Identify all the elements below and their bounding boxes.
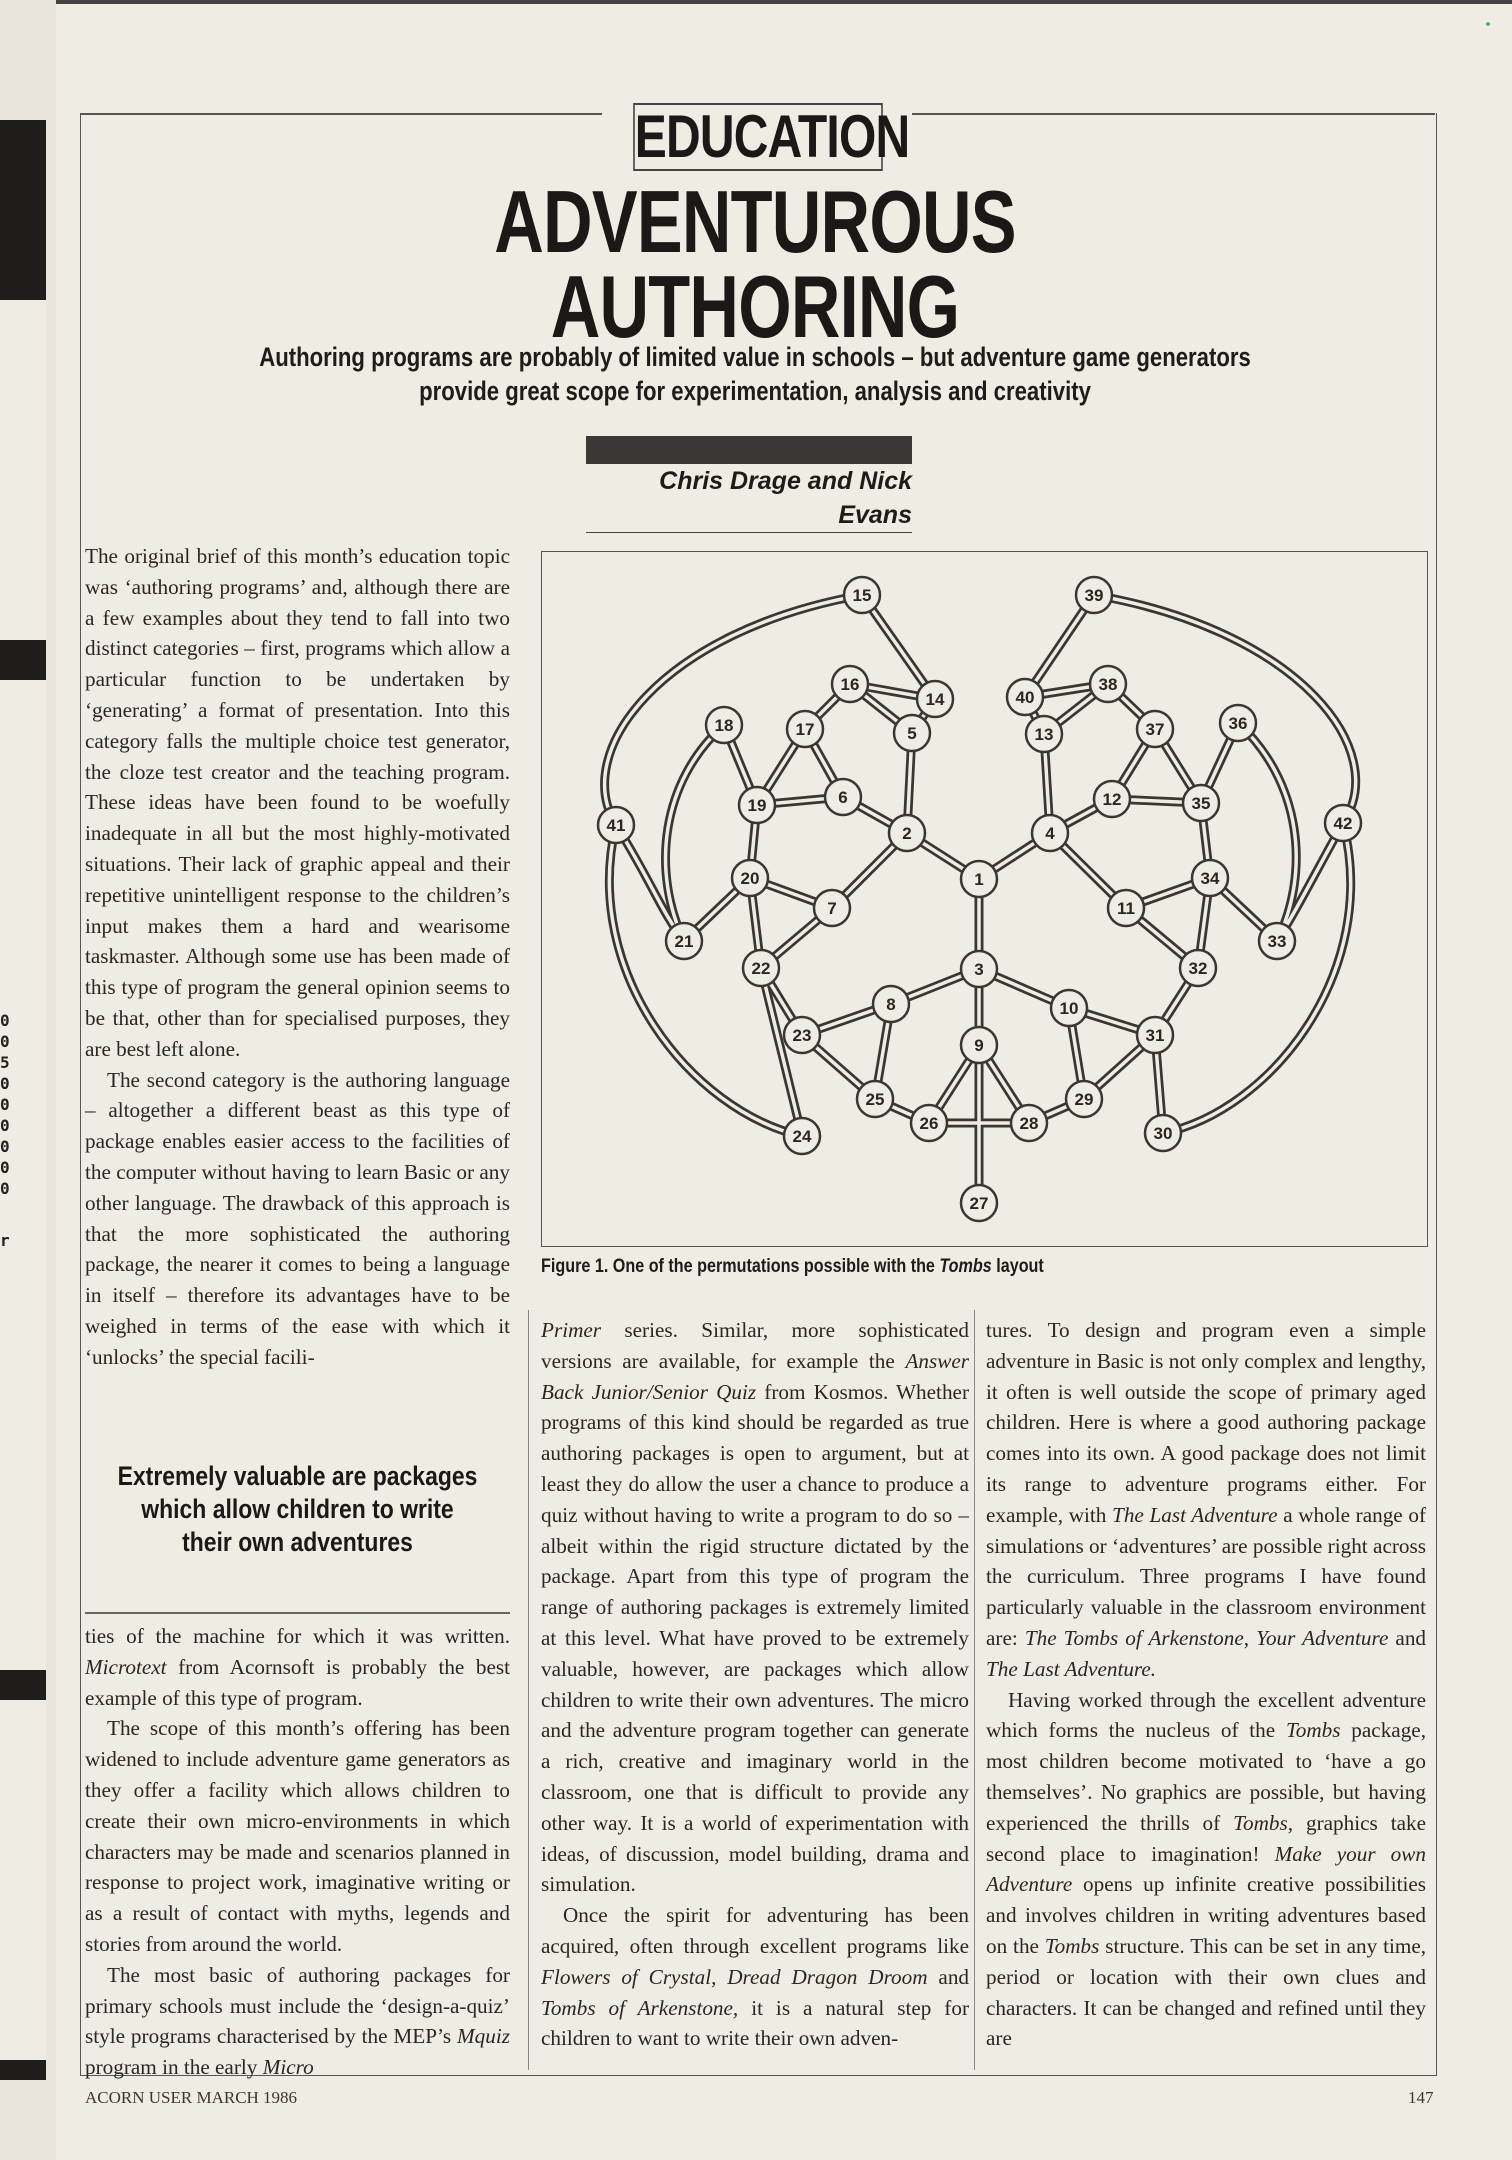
diagram-node-label: 37 <box>1145 720 1165 739</box>
diagram-node-3 <box>961 951 997 987</box>
column-1-upper <box>85 541 510 1373</box>
diagram-node-22 <box>743 950 779 986</box>
diagram-node-8 <box>873 986 909 1022</box>
diagram-node-37 <box>1137 711 1173 747</box>
diagram-node-20 <box>732 860 768 896</box>
diagram-node-39 <box>1076 577 1112 613</box>
column-1-lower <box>85 1621 510 2083</box>
diagram-node-29 <box>1066 1081 1102 1117</box>
diagram-node-5 <box>894 715 930 751</box>
headline-line-2: AUTHORING <box>550 257 960 356</box>
pull-quote: Extremely valuable are packages which allow children to write their own adventures <box>117 1461 478 1557</box>
byline-bar <box>586 436 912 464</box>
diagram-node-label: 25 <box>865 1090 885 1109</box>
column-3 <box>986 1315 1426 2054</box>
diagram-node-1 <box>961 861 997 897</box>
diagram-node-label: 4 <box>1045 824 1055 843</box>
diagram-node-33 <box>1259 923 1295 959</box>
paragraph-6: Once the spirit for adventuring has been acquired, often through excellent programs like Flowers of Crystal, Dread Dragon Droom and Tombs of Arkenstone, it is a natural step for children to want to write their own adven- <box>541 1903 970 2051</box>
section-kicker: EDUCATION <box>634 103 910 170</box>
diagram-node-label: 39 <box>1084 586 1104 605</box>
diagram-node-40 <box>1007 679 1043 715</box>
diagram-node-label: 42 <box>1333 814 1353 833</box>
diagram-node-label: 21 <box>674 932 694 951</box>
paragraph-2: The second category is the authoring language – altogether a different beast as this type of package enables easier access to the facilities of the computer without having to learn Basic or any other language. The drawback of this approach is that the more sophisticated the authoring package, the nearer it comes to being a language in itself – therefore its advantages have to be weighed in terms of the ease with which it ‘unlocks’ the special facili- <box>85 1067 510 1369</box>
frame-top-right <box>912 113 1435 115</box>
column-rule-2 <box>974 1310 975 2070</box>
column-rule-1 <box>528 1310 529 2070</box>
diagram-node-label: 35 <box>1191 794 1211 813</box>
diagram-node-label: 16 <box>840 675 860 694</box>
page-speck <box>1486 22 1490 26</box>
diagram-node-label: 5 <box>907 724 917 743</box>
diagram-node-label: 6 <box>838 788 848 807</box>
diagram-node-23 <box>784 1017 820 1053</box>
diagram-node-34 <box>1192 860 1228 896</box>
diagram-node-10 <box>1051 990 1087 1026</box>
diagram-node-label: 28 <box>1019 1114 1039 1133</box>
pull-quote-rule <box>85 1612 510 1614</box>
diagram-node-label: 18 <box>714 716 734 735</box>
footer-page-number: 147 <box>1408 2088 1434 2107</box>
standfirst-line-1: Authoring programs are probably of limited value in schools – but adventure game generators <box>259 342 1251 372</box>
diagram-node-label: 22 <box>751 959 771 978</box>
diagram-node-11 <box>1108 890 1144 926</box>
diagram-node-label: 33 <box>1267 932 1287 951</box>
diagram-node-label: 10 <box>1059 999 1079 1018</box>
figure-caption: Figure 1. One of the permutations possible with the Tombs layout <box>541 1256 1044 1277</box>
diagram-node-12 <box>1094 781 1130 817</box>
paragraph-1: The original brief of this month’s education topic was ‘authoring programs’ and, although there are a few examples about they tend to fall into two distinct categories – first, programs which allow a particular function to be undertaken by ‘generating’ a format of presentation. Into this category falls the multiple choice test generator, the cloze test creator and the teaching program. These ideas have been found to be woefully inadequate in all but the most highly-motivated situations. Their lack of graphic appeal and their repetitive unintelligent response to the children’s input makes them a hard and wearisome taskmaster. Although some use has been made of this type of program the general opinion seems to be that, other than for specialised purposes, they are best left alone. <box>85 544 510 1061</box>
diagram-node-21 <box>666 923 702 959</box>
diagram-node-13 <box>1026 716 1062 752</box>
diagram-node-label: 14 <box>925 690 945 709</box>
diagram-node-16 <box>832 666 868 702</box>
diagram-node-label: 34 <box>1200 869 1220 888</box>
top-edge <box>0 0 1512 4</box>
diagram-node-6 <box>825 779 861 815</box>
diagram-node-label: 3 <box>974 960 984 979</box>
diagram-node-label: 13 <box>1034 725 1054 744</box>
diagram-node-25 <box>857 1081 893 1117</box>
diagram-node-38 <box>1090 666 1126 702</box>
diagram-node-label: 26 <box>919 1114 939 1133</box>
adjacent-page-box-1 <box>0 300 46 640</box>
diagram-curve <box>1277 823 1343 941</box>
diagram-node-27 <box>961 1185 997 1221</box>
diagram-node-label: 41 <box>606 816 626 835</box>
diagram-node-label: 8 <box>886 995 896 1014</box>
paragraph-3: The scope of this month’s offering has been widened to include adventure game generators as they offer a facility which allows children to create their own micro-environments in which characters may be made and scenarios planned in response to project work, imaginative writing or as a result of contact with myths, legends and stories from around the world. <box>85 1716 510 1956</box>
diagram-node-label: 27 <box>969 1194 989 1213</box>
paragraph-7: tures. To design and program even a simple adventure in Basic is not only complex and lengthy, it often is well outside the scope of primary aged children. Here is where a good authoring package comes into its own. A good package does not limit its range to adventure programs either. For example, with The Last Adventure a whole range of simulations or ‘adventures’ are possible right across the curriculum. Three programs I have found particularly valuable in the classroom environment are: The Tombs of Arkenstone, Your Adventure and The Last Adventure. <box>986 1318 1427 1681</box>
diagram-node-label: 32 <box>1188 959 1208 978</box>
margin-letter: r <box>0 1231 10 1250</box>
diagram-node-32 <box>1180 950 1216 986</box>
diagram-node-label: 24 <box>792 1127 812 1146</box>
diagram-curve <box>616 825 684 941</box>
diagram-node-label: 11 <box>1117 899 1135 918</box>
diagram-node-24 <box>784 1118 820 1154</box>
diagram-node-35 <box>1183 785 1219 821</box>
diagram-node-label: 36 <box>1228 714 1248 733</box>
diagram-node-label: 40 <box>1015 688 1035 707</box>
diagram-node-14 <box>917 681 953 717</box>
diagram-node-19 <box>739 787 775 823</box>
diagram-node-31 <box>1137 1017 1173 1053</box>
diagram-node-18 <box>706 707 742 743</box>
paragraph-2-continued: ties of the machine for which it was written. Microtext from Acornsoft is probably the best example of this type of program. <box>85 1624 510 1710</box>
diagram-node-26 <box>911 1105 947 1141</box>
diagram-node-label: 9 <box>974 1036 984 1055</box>
diagram-node-label: 17 <box>795 720 815 739</box>
margin-digits: 0 0 5 0 0 0 0 0 0 <box>0 1011 10 1198</box>
diagram-node-label: 2 <box>902 824 912 843</box>
standfirst-line-2: provide great scope for experimentation, analysis and creativity <box>419 376 1091 406</box>
diagram-node-label: 15 <box>852 586 872 605</box>
diagram-node-label: 12 <box>1102 790 1122 809</box>
diagram-node-label: 29 <box>1074 1090 1094 1109</box>
column-2 <box>541 1315 969 2054</box>
byline: Chris Drage and Nick Evans <box>586 464 912 533</box>
diagram-node-36 <box>1220 705 1256 741</box>
adjacent-page-box-3 <box>0 1700 46 2060</box>
diagram-node-label: 23 <box>792 1026 812 1045</box>
diagram-node-42 <box>1325 805 1361 841</box>
footer-publication: ACORN USER MARCH 1986 <box>85 2088 298 2107</box>
tombs-layout-diagram <box>541 551 1426 1245</box>
diagram-node-4 <box>1032 815 1068 851</box>
diagram-node-label: 7 <box>827 899 837 918</box>
frame-top-left <box>80 113 602 115</box>
diagram-node-9 <box>961 1027 997 1063</box>
headline-line-1: ADVENTUROUS <box>494 172 1016 271</box>
paragraph-4: The most basic of authoring packages for primary schools must include the ‘design-a-quiz’ style programs characterised by the MEP’s Mquiz program in the early Micro <box>85 1962 510 2080</box>
diagram-node-28 <box>1011 1105 1047 1141</box>
paragraph-5: Primer series. Similar, more sophisticated versions are available, for example the Answer Back Junior/Senior Quiz from Kosmos. Whether programs of this kind should be regarded as true authoring packages is open to argument, but at least they do allow the user a chance to produce a quiz without having to write a program to do so – albeit within the rigid structure dictated by the package. Apart from this type of program the range of authoring packages is extremely limited at this level. What have proved to be extremely valuable, however, are packages which allow children to write their own adventures. The micro and the adventure program together can generate a rich, creative and imaginary world in the classroom, one that is difficult to provide any other way. It is a world of experimentation with ideas, of discussion, model building, drama and simulation. <box>541 1318 969 1897</box>
diagram-node-label: 1 <box>974 870 984 889</box>
diagram-node-label: 38 <box>1098 675 1118 694</box>
diagram-node-label: 19 <box>747 796 767 815</box>
diagram-node-17 <box>787 711 823 747</box>
diagram-node-30 <box>1145 1115 1181 1151</box>
diagram-node-label: 30 <box>1153 1124 1173 1143</box>
diagram-node-15 <box>844 577 880 613</box>
diagram-node-7 <box>814 890 850 926</box>
diagram-node-41 <box>598 807 634 843</box>
diagram-node-label: 20 <box>740 869 760 888</box>
standfirst <box>259 340 1251 408</box>
diagram-node-label: 31 <box>1145 1026 1165 1045</box>
paragraph-8: Having worked through the excellent adventure which forms the nucleus of the Tombs package, most children become motivated to ‘have a go themselves’. No graphics are possible, but having experienced the thrills of Tombs, graphics take second place to imagination! Make your own Adventure opens up infinite creative possibilities and involves children in writing adventures based on the Tombs structure. This can be set in any time, period or location with their own clues and characters. It can be changed and refined until they are <box>986 1687 1427 2051</box>
diagram-node-2 <box>889 815 925 851</box>
